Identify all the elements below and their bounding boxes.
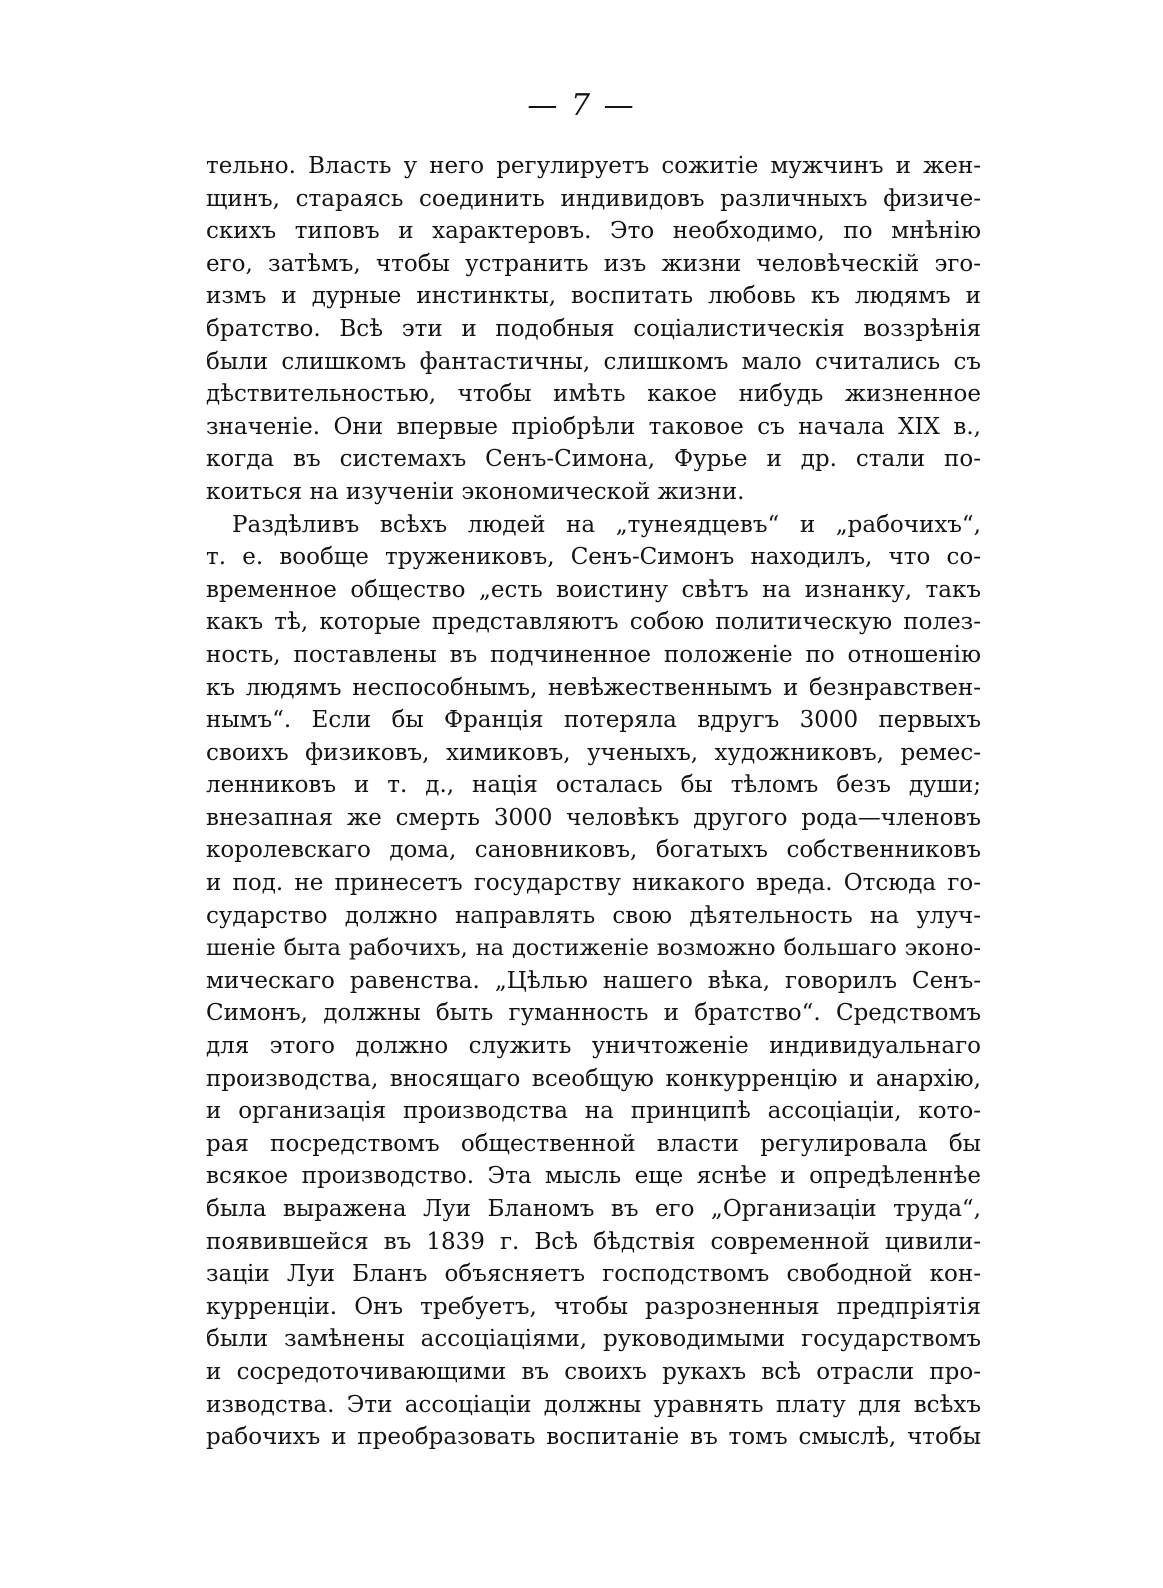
text-line: изводства. Эти ассоціаціи должны уравнять плату для всѣхъ (206, 1391, 981, 1418)
text-line: своихъ физиковъ, химиковъ, ученыхъ, художниковъ, ремес- (206, 739, 981, 766)
text-line: внезапная же смерть 3000 человѣкъ другого рода—членовъ (206, 804, 981, 831)
text-line: курренціи. Онъ требуетъ, чтобы разрозненныя предпріятія (206, 1293, 981, 1320)
text-line: рабочихъ и преобразовать воспитаніе въ томъ смыслѣ, чтобы (206, 1424, 981, 1451)
text-line: появившейся въ 1839 г. Всѣ бѣдствія современной цивили- (206, 1228, 981, 1255)
text-line: временное общество „есть воистину свѣтъ на изнанку, такъ (206, 576, 981, 603)
text-line: шеніе быта рабочихъ, на достиженіе возможно большаго эконо- (206, 935, 981, 962)
text-line: коиться на изученіи экономической жизни. (206, 478, 745, 505)
text-line: его, затѣмъ, чтобы устранить изъ жизни человѣческій эго- (206, 250, 981, 277)
page-number: — 7 — (527, 88, 636, 123)
text-line: когда въ системахъ Сенъ-Симона, Фурье и др. стали по- (206, 446, 981, 473)
text-line: и сосредоточивающими въ своихъ рукахъ всѣ отрасли про- (206, 1358, 981, 1385)
text-line: скихъ типовъ и характеровъ. Это необходимо, по мнѣнію (206, 218, 981, 245)
paragraph-1 (206, 150, 981, 509)
text-line: дѣствительностью, чтобы имѣть какое нибудь жизненное (206, 381, 981, 408)
text-line: Симонъ, должны быть гуманность и братство“. Средствомъ (206, 1000, 981, 1027)
text-line: всякое производство. Эта мысль еще яснѣе и опредѣленнѣе (206, 1163, 981, 1190)
text-line: измъ и дурные инстинкты, воспитать любовь къ людямъ и (206, 283, 981, 310)
text-line: заціи Луи Бланъ объясняетъ господствомъ свободной кон- (206, 1261, 981, 1288)
text-line: тельно. Власть у него регулируетъ сожитіе мужчинъ и жен- (206, 153, 981, 179)
body-text (206, 150, 981, 1454)
text-line: сударство должно направлять свою дѣятельность на улуч- (206, 902, 981, 929)
text-line: была выражена Луи Бланомъ въ его „Организаціи труда“, (206, 1196, 981, 1222)
text-line: королевскаго дома, сановниковъ, богатыхъ собственниковъ (206, 837, 981, 864)
text-line: были замѣнены ассоціаціями, руководимыми государствомъ (206, 1326, 981, 1353)
text-line: значеніе. Они впервые пріобрѣли таковое съ начала XIX в., (206, 413, 981, 440)
text-line: мическаго равенства. „Цѣлью нашего вѣка, говорилъ Сенъ- (206, 967, 981, 994)
text-line: были слишкомъ фантастичны, слишкомъ мало считались съ (206, 348, 981, 375)
text-line: и организація производства на принципѣ ассоціаціи, кото- (206, 1098, 981, 1125)
text-line: братство. Всѣ эти и подобныя соціалистическія воззрѣнія (206, 315, 981, 342)
text-line: къ людямъ неспособнымъ, невѣжественнымъ и безнравствен- (206, 674, 981, 701)
text-line: и под. не принесетъ государству никакого вреда. Отсюда го- (206, 870, 981, 897)
text-line: нымъ“. Если бы Франція потеряла вдругъ 3000 первыхъ (206, 707, 981, 734)
text-line: ность, поставлены въ подчиненное положеніе по отношенію (206, 641, 981, 668)
text-line: производства, вносящаго всеобщую конкурренцію и анархію, (206, 1065, 981, 1092)
text-line: рая посредствомъ общественной власти регулировала бы (206, 1130, 981, 1157)
text-line: ленниковъ и т. д., нація осталась бы тѣломъ безъ души; (206, 772, 981, 799)
text-line: Раздѣливъ всѣхъ людей на „тунеядцевъ“ и „рабочихъ“, (232, 511, 981, 538)
text-line: для этого должно служить уничтоженіе индивидуальнаго (206, 1033, 981, 1060)
text-line: щинъ, стараясь соединить индивидовъ различныхъ физиче- (206, 185, 981, 212)
paragraph-2 (206, 509, 981, 1454)
text-line: т. е. вообще тружениковъ, Сенъ-Симонъ находилъ, что со- (206, 544, 981, 571)
text-line: какъ тѣ, которые представляютъ собою политическую полез- (206, 609, 981, 636)
